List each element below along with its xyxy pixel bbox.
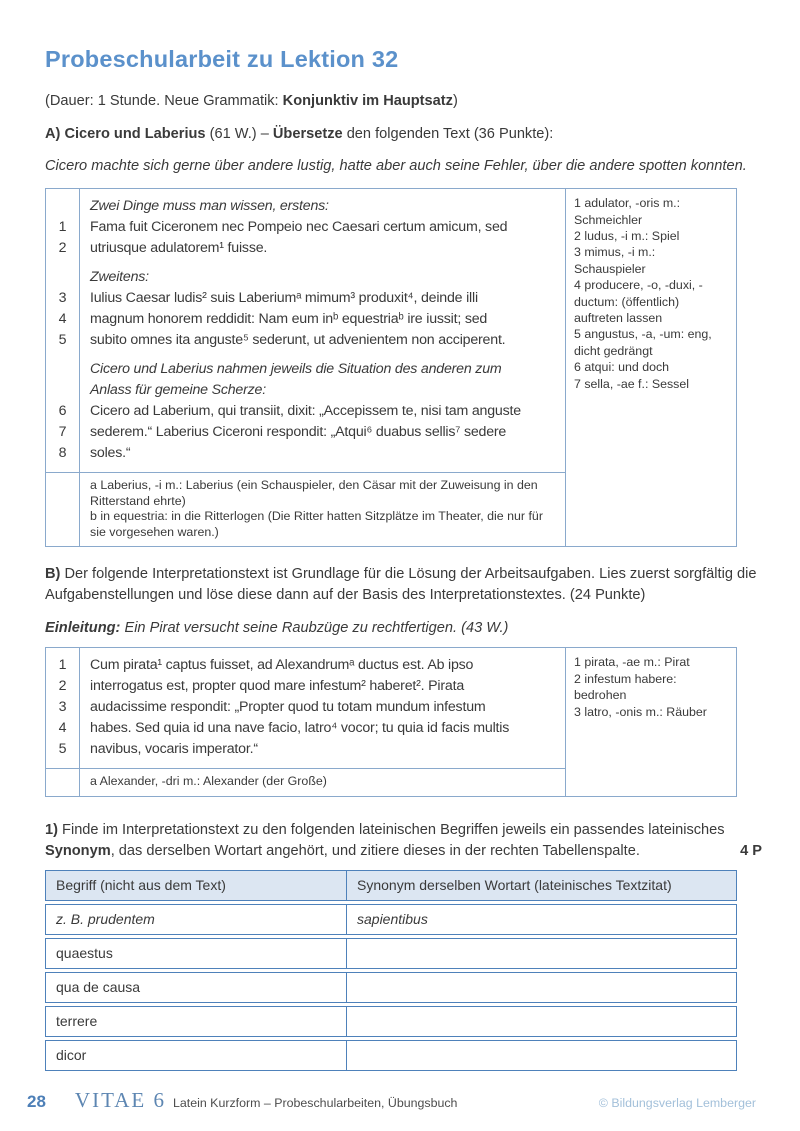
begriff-cell: z. B. prudentem [46,905,347,934]
latin-lines-b [46,648,565,768]
latin-lines-a [46,189,565,472]
line-number [46,359,79,380]
vocab-column-b [566,648,736,796]
copyright-text: © Bildungsverlag Lemberger [598,1096,756,1110]
duration-grammar-line [45,91,762,112]
text-line [46,238,565,259]
text-segment: 1) [45,821,58,838]
table-row [45,904,737,935]
line-text: habes. Sed quia id una nave facio, latro⁴ vocor; tu quia id facis multis [90,720,510,737]
text-segment: ) [452,93,458,109]
text-line [46,739,565,760]
page-title: Probeschularbeit zu Lektion 32 [45,46,399,72]
vocab-entry: 5 angustus, -a, -um: eng, dicht gedrängt [574,327,712,358]
text-segment: Ein Pirat versucht seine Raubzüge zu rechtfertigen. (43 W.) [120,619,509,636]
table-row [45,972,737,1003]
exercise-1-text [45,820,762,861]
line-number [46,196,79,217]
line-text: Cum pirata¹ captus fuisset, ad Alexandrumᵃ ductus est. Ab ipso [90,657,474,674]
latin-table-a-main [46,189,566,546]
column-header-begriff: Begriff (nicht aus dem Text) [46,871,347,900]
footer [27,1088,756,1113]
section-b-text [45,564,762,605]
line-text: magnum honorem reddidit: Nam eum inᵇ equestriaᵇ ire iussit; sed [90,311,488,328]
line-number: 3 [58,290,67,307]
text-line [46,697,565,718]
synonym-answer-cell [347,973,736,1002]
synonym-answer-cell: sapientibus [357,911,428,928]
footnotes-a [46,472,565,546]
line-number: 3 [58,699,67,716]
begriff-cell: quaestus [46,939,347,968]
synonym-answer-cell [347,939,736,968]
text-segment: den folgenden Text (36 Punkte): [342,125,554,142]
exercise-1-segments [45,822,725,859]
vocab-entry: 6 atqui: und doch [574,360,670,375]
table-row [45,938,737,969]
line-text: Anlass für gemeine Scherze: [90,382,266,399]
synonym-table-body [45,904,737,1071]
line-number: 1 [58,219,67,236]
text-segment: Synonym [45,842,111,859]
line-number: 2 [58,240,67,257]
line-number: 6 [58,403,67,420]
vocab-entry: 1 adulator, -oris m.: Schmeichler [574,196,681,227]
text-line [46,217,565,238]
line-text: navibus, vocaris imperator.“ [90,741,258,758]
text-line [46,655,565,676]
vocab-entry: 2 ludus, -i m.: Spiel [574,228,680,243]
table-row [45,1040,737,1071]
line-text: subito omnes ita anguste⁵ sederunt, ut advenientem non acciperent. [90,332,506,349]
line-number: 1 [58,657,67,674]
footnote-text: a Laberius, -i m.: Laberius (ein Schauspieler, den Cäsar mit der Zuweisung in den Ritterstand ehrte) [90,478,538,508]
line-text: Cicero ad Laberium, qui transiit, dixit: „Accepissem te, nisi tam anguste [90,403,521,420]
vocab-entry: 3 mimus, -i m.: Schauspieler [574,245,656,276]
line-number: 5 [58,332,67,349]
line-number: 5 [58,741,67,758]
einleitung-text [45,618,762,639]
line-text: Zweitens: [90,269,149,286]
text-segment: (61 W.) – [205,125,273,142]
text-line [46,330,565,351]
footnote-text: a Alexander, -dri m.: Alexander (der Große) [90,774,327,789]
text-segment: Konjunktiv im Hauptsatz [282,93,453,109]
text-line [46,401,565,422]
latin-table-b-main [46,648,566,796]
line-number: 8 [58,445,67,462]
synonym-table [45,870,737,1071]
text-line [46,443,565,464]
text-segment: (Dauer: 1 Stunde. Neue Grammatik: [45,93,283,109]
text-segment: Übersetze [272,125,343,142]
synonym-answer-cell [347,1007,736,1036]
line-number: 4 [58,720,67,737]
begriff-cell: qua de causa [46,973,347,1002]
series-title: VITAE 6 [74,1088,166,1112]
vocab-entry: 1 pirata, -ae m.: Pirat [574,655,690,670]
text-segment: , das derselben Wortart angehört, und zitiere dieses in der rechten Tabellenspalte. [110,842,640,859]
line-text: Zwei Dinge muss man wissen, erstens: [90,198,329,215]
text-segment: Finde im Interpretationstext zu den folgenden lateinischen Begriffen jeweils ein passendes lateinisches [57,821,725,838]
line-text: sederem.“ Laberius Ciceroni respondit: „Atqui⁶ duabus sellis⁷ sedere [90,424,507,441]
line-text: Iulius Caesar ludis² suis Laberiumᵃ mimum³ produxit⁴, deinde illi [90,290,478,307]
text-line [46,676,565,697]
line-text: soles.“ [90,445,131,462]
latin-table-b [45,647,737,797]
text-segment: A) Cicero und Laberius [45,125,206,142]
line-number [46,380,79,401]
points-label: 4 P [740,842,762,859]
vocab-entry: 7 sella, -ae f.: Sessel [574,376,690,391]
text-segment: Der folgende Interpretationstext ist Grundlage für die Lösung der Arbeitsaufgaben. Lies zuerst sorgfältig die Aufgabenstellungen und löse diese dann auf der Basis des Interpretationstextes. (24 Punkte) [45,566,757,603]
text-line [46,309,565,330]
text-line [46,196,565,217]
begriff-cell: terrere [46,1007,347,1036]
synonym-answer-cell [347,1041,736,1070]
line-number: 2 [58,678,67,695]
line-number: 4 [58,311,67,328]
line-number [46,267,79,288]
text-line [46,718,565,739]
series-subtitle: Latein Kurzform – Probeschularbeiten, Übungsbuch [172,1096,458,1110]
text-segment: B) [45,566,61,583]
line-text: audacissime respondit: „Propter quod tu totam mundum infestum [90,699,486,716]
vocab-entry: 4 producere, -o, -duxi, -ductum: (öffentlich) auftreten lassen [574,278,703,325]
line-text: utriusque adulatorem¹ fuisse. [90,240,268,257]
line-number: 7 [58,424,67,441]
text-line [46,380,565,401]
footnotes-b [46,768,565,796]
table-row [45,1006,737,1037]
text-line [46,267,565,288]
column-header-synonym: Synonym derselben Wortart (lateinisches Textzitat) [357,877,672,894]
vocab-entry: 3 latro, -onis m.: Räuber [574,704,707,719]
line-text: Cicero und Laberius nahmen jeweils die Situation des anderen zum [90,361,502,378]
line-text: Fama fuit Ciceronem nec Pompeio nec Caesari certum amicum, sed [90,219,508,236]
text-segment: Einleitung: [45,619,121,636]
section-a-heading [45,124,762,145]
synonym-table-header-row [45,870,737,901]
vocab-entry: 2 infestum habere: bedrohen [574,671,677,703]
begriff-cell: dicor [46,1041,347,1070]
lead-text: Cicero machte sich gerne über andere lustig, hatte aber auch seine Fehler, über die andere spotten konnten. [45,158,747,175]
vocab-column-a [566,189,736,546]
line-text: interrogatus est, propter quod mare infestum² haberet². Pirata [90,678,465,695]
text-line [46,288,565,309]
page-number: 28 [27,1092,46,1111]
latin-table-a [45,188,737,547]
footnote-text: b in equestria: in die Ritterlogen (Die Ritter hatten Sitzplätze im Theater, die nur für sie vorgesehen waren.) [90,509,543,539]
text-line [46,422,565,443]
text-line [46,359,565,380]
